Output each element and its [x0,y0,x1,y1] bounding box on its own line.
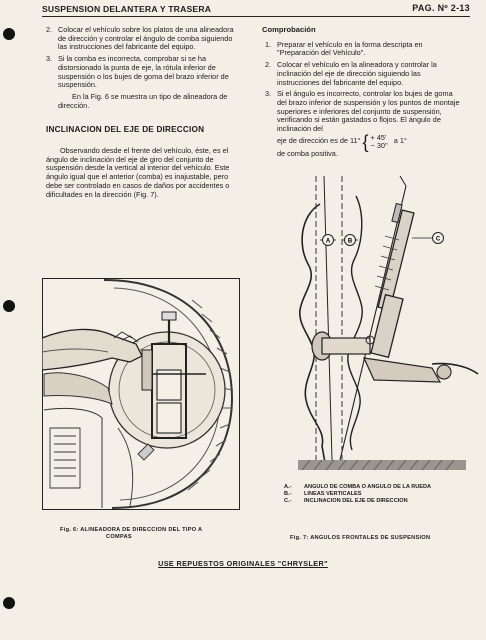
left-column [46,26,240,199]
brace-glyph: { [362,131,369,152]
figure-6-drawing [42,278,240,510]
item-text: Preparar el vehículo en la forma descripta en "Preparación del Vehículo". [277,39,423,58]
item-text: Colocar el vehículo en la alineadora y controlar la inclinación del eje de dirección siguiendo las instrucciones del fabricante del equipo. [277,60,437,87]
body-paragraph: Observando desde el frente del vehículo, éste, es el ángulo de inclinación del eje de giro del conjunto de suspensión desde la vertical al interior del vehículo. Este ángulo igual que el anterior (comba) es inajustable, pero debe ser controlado en casos de daños por accidentes o dificultades en la dirección (Fig. 7). [46,146,230,199]
legend-text: LINEAS VERTICALES [304,491,362,497]
legend-key: C.- [284,498,292,504]
fig-reference: En la Fig. 6 se muestra un tipo de alineadora de dirección. [58,91,228,110]
item-number: 2. [265,60,272,70]
legend-key: B.- [284,491,292,497]
marker-b: B [347,238,353,245]
legend-row [284,498,431,505]
legend-text: INCLINACION DEL EJE DE DIRECCION [304,498,408,504]
legend-row [284,484,431,491]
item-number: 2. [46,25,53,34]
marker-c: C [435,236,441,243]
figure-7-drawing [282,176,482,476]
caption-line: COMPAS [106,534,132,540]
tolerance-stack [371,134,388,150]
legend-key: A.- [284,484,292,490]
header-title: SUSPENSION DELANTERA Y TRASERA [42,4,212,14]
item-text: Si la comba es incorrecta, comprobar si se ha distorsionado la punta de eje, la rótula inferior de suspensión o los bujes de goma del brazo inferior de suspensión. [58,54,229,90]
binder-hole [3,300,15,312]
caption-line: Fig. 6: ALINEADORA DE DIRECCION DEL TIPO A [60,527,203,533]
page-footer: USE REPUESTOS ORIGINALES "CHRYSLER" [158,559,328,568]
item-number: 1. [265,39,272,49]
section-heading: INCLINACION DEL EJE DE DIRECCION [46,125,205,135]
list-item [46,55,240,90]
angle-spec [262,131,462,152]
item-text: Si el ángulo es incorrecto, controlar los bujes de goma del brazo inferior de suspensión y los puntos de montaje superiores e inferiores del conjunto de suspensión, verificando si están gastados o flojos. El ángulo de inclinación del [277,89,460,134]
list-item [262,90,462,134]
tolerance-plus: + 45' [370,132,387,142]
legend-text: ANGULO DE COMBA O ANGULO DE LA RUEDA [304,484,432,490]
figure-7-legend [284,484,431,505]
list-item [262,41,462,58]
item-text: Colocar el vehículo sobre los platos de una alineadora de dirección y controlar el ángulo de comba siguiendo las instrucciones del fabricante del equipo. [58,25,234,52]
marker-a: A [325,238,331,245]
item-number: 3. [46,54,53,64]
binder-hole [3,597,15,609]
formula-suffix: a 1° [393,136,407,146]
figure-6-caption [60,527,202,541]
tolerance-minus: − 30'' [370,140,388,150]
page-header [42,3,470,17]
figure-7-caption: Fig. 7: ANGULOS FRONTALES DE SUSPENSION [290,535,431,541]
list-item [46,26,240,52]
item-number: 3. [265,89,272,99]
binder-hole [3,28,15,40]
page-number: PAG. Nº 2-13 [412,3,470,13]
legend-row [284,491,431,498]
list-item [262,61,462,87]
subsection-heading: Comprobación [262,25,316,34]
right-column [262,26,462,158]
formula-tail: de comba positiva. [277,148,338,158]
formula-prefix: eje de dirección es de 11° [277,136,361,146]
